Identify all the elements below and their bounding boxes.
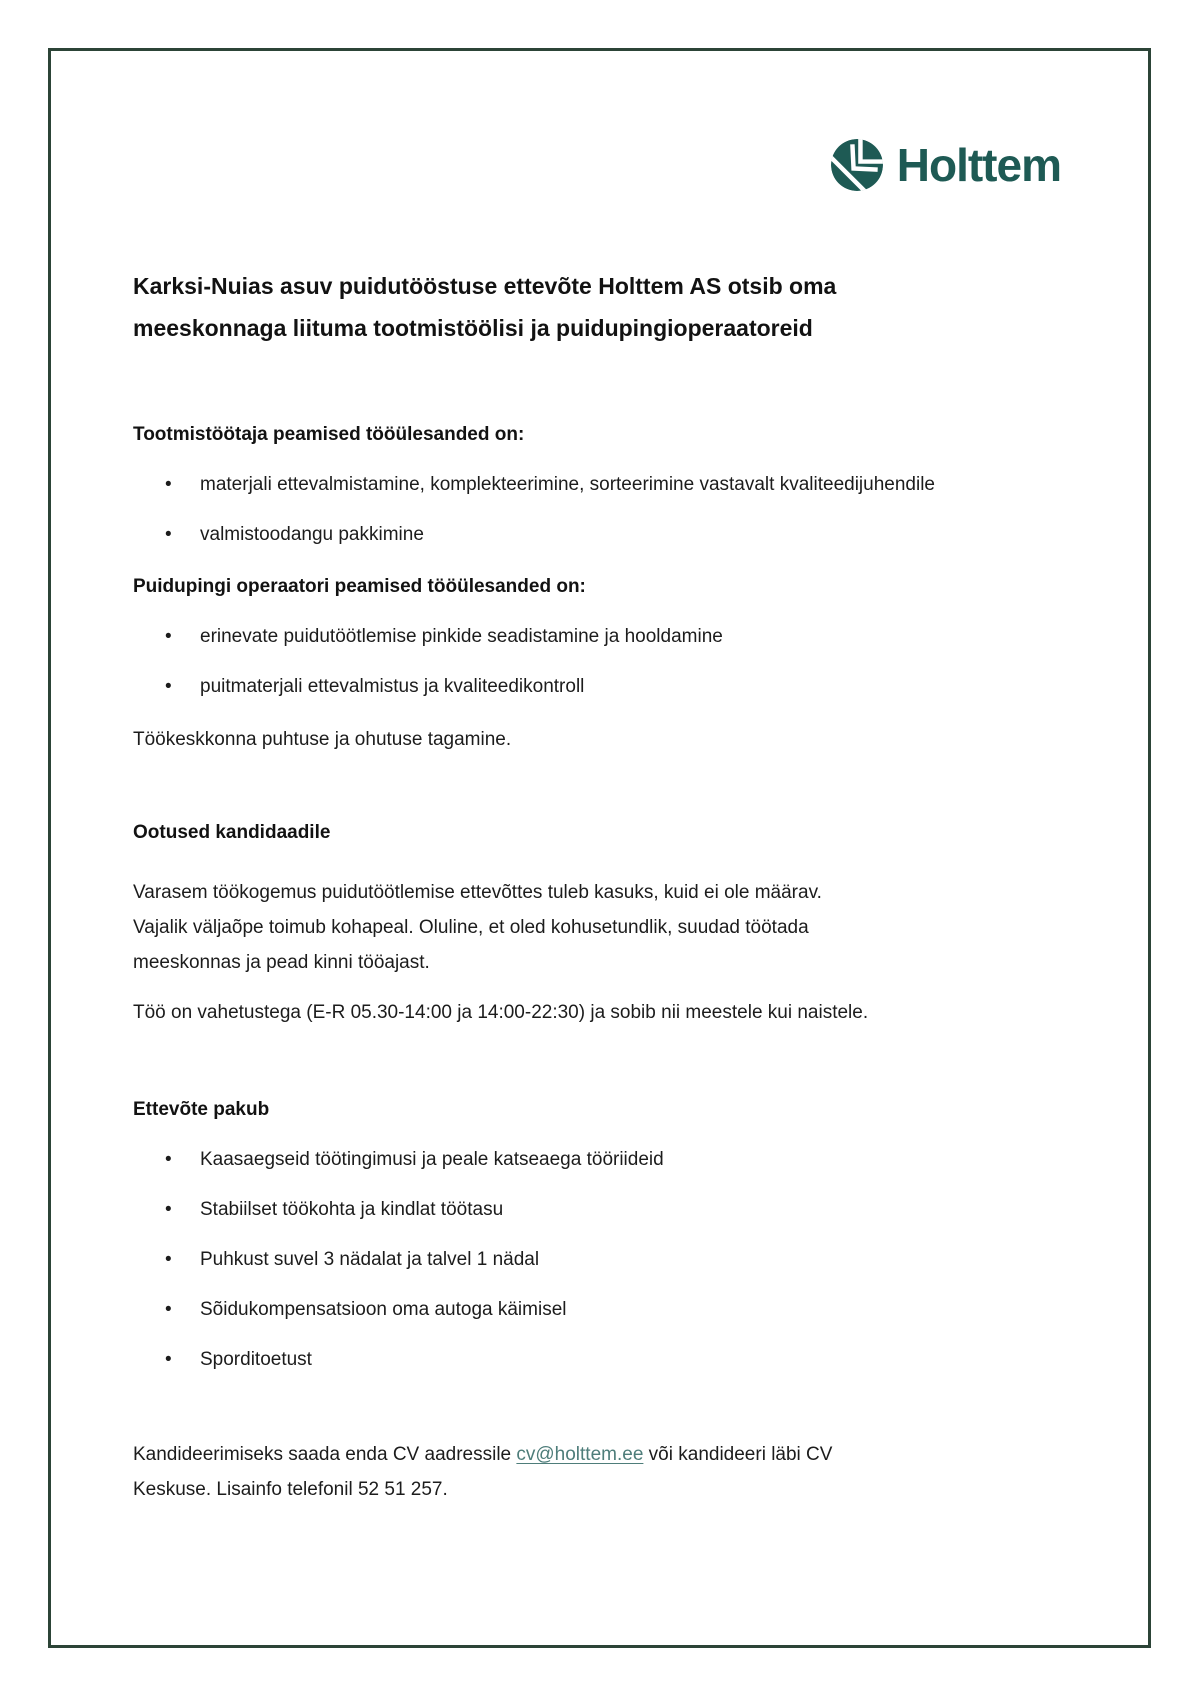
page-title-line2: meeskonnaga liituma tootmistöölisi ja puidupingioperaatoreid [133,315,813,341]
bullet-icon: • [165,1199,172,1220]
list-item [133,467,1065,502]
schedule-note: Töö on vahetustega (E-R 05.30-14:00 ja 14:00-22:30) ja sobib nii meestele kui naistele. [133,1002,869,1023]
apply-line2: Keskuse. Lisainfo telefonil 52 51 257. [133,1479,448,1500]
paragraph-line: Vajalik väljaõpe toimub kohapeal. Oluline, et oled kohusetundlik, suudad töötada [133,917,809,938]
document-content [133,138,1065,1507]
list-item [133,1342,1065,1377]
bullet-icon: • [165,626,172,647]
apply-line1-post: või kandideeri läbi CV [643,1444,833,1465]
section-heading-expectations: Ootused kandidaadile [133,822,331,843]
environment-note: Töökeskkonna puhtuse ja ohutuse tagamine. [133,729,512,750]
paragraph-line: Varasem töökogemus puidutöötlemise ettevõttes tuleb kasuks, kuid ei ole määrav. [133,882,822,903]
list-item [133,517,1065,552]
bullet-icon: • [165,1149,172,1170]
list-item-text: puitmaterjali ettevalmistus ja kvaliteedikontroll [200,676,585,697]
page-title [133,265,1065,349]
list-item [133,1192,1065,1227]
bullet-icon: • [165,1249,172,1270]
apply-line1 [133,1437,1065,1472]
section-heading-operator-tasks: Puidupingi operaatori peamised tööülesanded on: [133,576,586,597]
list-item [133,1142,1065,1177]
apply-paragraph [133,1437,1065,1507]
production-task-list [133,467,1065,552]
list-item [133,619,1065,654]
company-logo [133,138,1065,192]
list-item-text: Puhkust suvel 3 nädalat ja talvel 1 nädal [200,1249,540,1270]
apply-line1-pre: Kandideerimiseks saada enda CV aadressile [133,1444,517,1465]
holttem-wordmark: Holttem [896,139,1061,191]
bullet-icon: • [165,1299,172,1320]
paragraph-line: meeskonnas ja pead kinni tööajast. [133,952,430,973]
section-heading-production-tasks: Tootmistöötaja peamised tööülesanded on: [133,424,525,445]
list-item-text: Sporditoetust [200,1349,312,1370]
list-item [133,669,1065,704]
list-item-text: Sõidukompensatsioon oma autoga käimisel [200,1299,567,1320]
list-item-text: Stabiilset töökohta ja kindlat töötasu [200,1199,504,1220]
bullet-icon: • [165,1349,172,1370]
list-item-text: materjali ettevalmistamine, komplekteerimine, sorteerimine vastavalt kvaliteedijuhendile [200,474,935,495]
list-item-text: erinevate puidutöötlemise pinkide seadistamine ja hooldamine [200,626,723,647]
list-item-text: Kaasaegseid töötingimusi ja peale katseaega tööriideid [200,1149,664,1170]
list-item [133,1242,1065,1277]
bullet-icon: • [165,474,172,495]
bullet-icon: • [165,524,172,545]
bullet-icon: • [165,676,172,697]
list-item [133,1292,1065,1327]
operator-task-list [133,619,1065,704]
page-title-line1: Karksi-Nuias asuv puidutööstuse ettevõte Holttem AS otsib oma [133,273,837,299]
holttem-circle-mark-icon [831,139,883,191]
email-link[interactable]: cv@holttem.ee [516,1444,644,1465]
section-heading-offer: Ettevõte pakub [133,1099,270,1120]
offer-list [133,1142,1065,1377]
list-item-text: valmistoodangu pakkimine [200,524,424,545]
expectations-paragraph [133,875,1065,980]
